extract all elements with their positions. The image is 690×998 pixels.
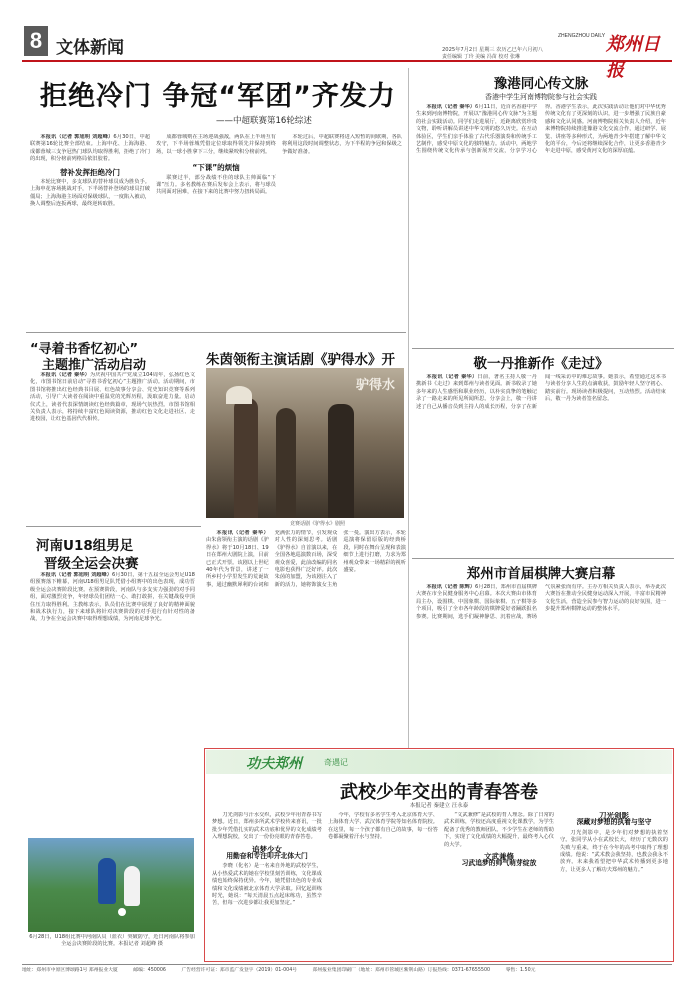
dance-byline: 本报讯（记者 秦华）	[426, 374, 478, 380]
divider-lead	[26, 332, 406, 333]
feature-subhead-1: 追梦少女	[252, 844, 282, 854]
lead-subhead-2: “下课”的烦恼	[192, 163, 240, 173]
editor-line: 责任编辑 丁玲 美编 冯苗 校对 张琳	[442, 54, 520, 60]
lead-text-a: 6月30日，中超联赛第16轮比赛全部结束。上海申花、上海海港、成都蓉城三支争冠热门球队均取得胜利，拒绝了冷门的出现，积分榜前列格局依旧胶着。	[30, 134, 150, 163]
henan-subheadline: 香港中学生河南博物院参与社会实践	[485, 93, 597, 101]
feature-subhead-2: 用勤奋和专注叩开北体大门	[226, 852, 308, 861]
drama-photo-caption: 竞赛话剧《驴得水》剧照	[290, 521, 346, 527]
lead-text-e: 本轮过后，中超联赛将进入短暂的间歇期，各队将利用这段时间调整状态，为下半程的争冠和保级之争做好准备。	[282, 134, 402, 155]
footer-address: 地址：郑州市中原区博颂路1号 郑州报业大厦	[22, 968, 118, 973]
u18-headline-2: 晋级全运会决赛	[44, 556, 139, 572]
henan-body	[416, 104, 666, 344]
player-figure	[98, 858, 116, 904]
lead-column-2	[156, 134, 276, 329]
lead-column-3	[282, 134, 402, 329]
lead-subhead-1: 替补发挥拒绝冷门	[60, 167, 120, 177]
fan-prop	[226, 386, 252, 404]
chess-body	[416, 584, 666, 744]
stage-figure	[276, 408, 296, 518]
drama-body	[206, 530, 406, 744]
date-line: 2025年7月2日 星期三 农历乙巳年六月初八	[442, 47, 543, 53]
feature-subhead-6: 深藏对梦想的执着与坚守	[576, 818, 652, 827]
feature-headline: 武校少年交出的青春答卷	[340, 782, 538, 803]
chess-text: 6月28日，郑州市首届棋牌大赛在市全民健身服务中心启幕。本次大赛由市体育局主办，设围棋、中国象棋、国际象棋、五子棋等多个项目，吸引了全市各年龄段的棋牌爱好者踊跃报名参赛。比赛期间，选手们凝神静思、沉着应战，赛场气氛紧张而有序。主办方相关负责人表示，举办此次大赛旨在推动全民健身运动深入开展，丰富市民精神文化生活，营造全民参与智力运动的良好氛围，进一步提升郑州棋牌运动的整体水平。	[416, 584, 666, 620]
lead-text-b: 本轮比赛中，多支球队的替补球员成为胜负手。上海申花客场挑战对手，下半场替补登场的球员打破僵局；上海海港主场面对保级球队，一度陷入被动，换人调整后连扳两球，最终逆转取胜。	[30, 179, 150, 208]
divider-dance	[412, 558, 674, 559]
paper-name-logo: 郑州日报	[606, 34, 660, 81]
memory-headline: “寻着书香忆初心”	[30, 342, 139, 357]
chess-headline: 郑州市首届棋牌大赛启幕	[466, 566, 616, 582]
footer-price: 零售：1.50元	[505, 968, 536, 973]
paper-pinyin: ZHENGZHOU DAILY	[558, 33, 606, 39]
memory-body	[30, 372, 195, 522]
dance-headline: 敬一丹推新作《走过》	[473, 356, 609, 372]
feature-text-b: 李晓（化名）是一名来自外地的武校学生，从小热爱武术的她在学校里刻苦训练，文化课成绩也始终保持优异。今年，她凭借出色的专业成绩和文化成绩被北京体育大学录取。回忆起训练时光，她说：“每天清晨五点起床练功，虽然辛苦，但每一次进步都让我更加坚定。”	[212, 863, 322, 907]
divider-henan	[412, 348, 674, 349]
player-figure	[124, 866, 140, 906]
drama-byline: 本报讯（记者 秦华）	[216, 530, 269, 536]
u18-photo	[28, 838, 194, 932]
feature-column-3	[444, 812, 554, 958]
memory-headline-2: 主题推广活动启动	[42, 358, 147, 373]
dance-body	[416, 374, 666, 554]
feature-text-d: 今年，学校有多名学生考入北京体育大学、上海体育大学、武汉体育学院等知名体育院校。在这里，每一个孩子都有自己的故事，每一份答卷都凝聚着汗水与坚持。	[328, 812, 438, 841]
feature-banner	[206, 750, 672, 774]
lead-column-1	[30, 134, 150, 329]
page-number: 8	[24, 26, 48, 56]
stage-figure	[234, 398, 258, 518]
feature-banner-title: 功夫郑州	[246, 756, 302, 772]
feature-column-2	[328, 812, 438, 958]
feature-column-4	[560, 812, 668, 958]
feature-text-e: 刀光剑影中，是少年们对梦想的执着坚守。张同学从小在武校长大，经历了无数次的失败与重来，终于在今年的高考中取得了理想成绩。他说：“武术教会我坚持，也教会我永不放弃。未来我希望把中华武术传播到更多地方，让更多人了解功夫郑州的魅力。”	[560, 829, 668, 873]
memory-byline: 本报讯（记者 秦华）	[40, 372, 90, 378]
feature-subhead-5: 刀光剑影	[599, 812, 629, 820]
lead-text-c: 成都蓉城则在主场迎战强敌，两队在上半场互有攻守，下半场蓉城凭借定位球取得领先并保持到终场，以一球小胜拿下三分，继续紧咬积分榜前列。	[156, 134, 276, 155]
footer	[22, 964, 672, 976]
feature-column-1	[212, 812, 322, 958]
lead-subheadline: ——中超联赛第16轮综述	[216, 116, 312, 126]
henan-text: 6月11日，近百名香港中学生来到河南博物院，开展以“豫港同心传文脉”为主题的社会实践活动。同学们走进展厅，近距离欣赏珍贵文物，聆听讲解员讲述中华文明的悠久历史。在互动体验区，学生们亲手体验了古代乐器演奏和传统手工艺制作，感受中原文化的独特魅力。活动中，两地学生围绕传统文化传承与创新展开交流，分享学习心得。香港学生表示，此次实践活动让他们对中华优秀传统文化有了更深刻的认识，进一步增强了民族自豪感和文化认同感。河南博物院相关负责人介绍，近年来博物院持续推进豫港文化交流合作，通过研学、展览、讲座等多种形式，为两地青少年搭建了解中华文化的平台，今后还将继续深化合作，让更多香港青少年走进中原，感受黄河文化的深厚底蕴。	[416, 104, 666, 155]
stage-figure	[328, 404, 354, 518]
footer-postcode: 邮编：450006	[133, 968, 166, 973]
footer-ad-license: 广告经营许可证：郑市监广发登字（2019）01-004号	[181, 968, 298, 973]
column-divider	[408, 68, 409, 748]
u18-headline: 河南U18组男足	[36, 538, 134, 554]
section-title: 文体新闻	[56, 38, 124, 58]
lead-byline: 本报讯（记者 郭旭明 刘超峰）	[40, 134, 114, 140]
henan-headline: 豫港同心传文脉	[493, 76, 589, 92]
chess-byline: 本报讯（记者 陈辉）	[426, 584, 476, 590]
u18-photo-caption: 6月28日，U18组比赛中河南队员（蓝衣）突破防守，近日河南队将参加全运会决赛阶段的比赛。本报记者 刘超峰 摄	[29, 934, 195, 948]
u18-body	[30, 572, 195, 834]
u18-byline: 本报讯（记者 郭旭明 刘超峰）	[40, 572, 112, 578]
dance-text: 日前，著名主持人敬一丹携新书《走过》来到郑州与读者见面。新书收录了她多年来的人生感悟和职业经历，以朴实真挚的笔触记录了一路走来的所见所闻所思。分享会上，敬一丹讲述了自己从播音员到主持人的成长历程，分享了在新闻一线采访中的难忘故事。她表示，希望通过这本书与读者分享人生的点滴收获，鼓励年轻人坚守初心、踏实前行。现场读者积极提问，互动热烈。活动结束后，敬一丹为读者签名留念。	[416, 374, 666, 410]
henan-byline: 本报讯（记者 秦华）	[426, 104, 476, 110]
lead-text-d: 联赛过半，部分战绩不佳的球队主帅面临“下课”压力。多名教练在赛后发布会上表示，将与球员共同面对困难，在接下来的比赛中努力扭转局面。	[156, 174, 276, 196]
feature-text-c: “文武兼修”是武校的育人理念。除了日常的武术训练，学校还高度重视文化课教学，为学生配备了优秀的教师团队。不少学生在老师的帮助下，实现了文化成绩的大幅提升，最终考入心仪的大学。	[444, 812, 554, 848]
feature-text-a: 刀光剑影与汗水交织，武校少年用青春书写梦想。近日，郑州多所武术学校传来喜讯，一批批少年凭借扎实的武术功底和优异的文化成绩考入理想院校，交出了一份份亮眼的青春答卷。	[212, 812, 322, 841]
drama-headline: 朱茵领衔主演话剧《驴得水》开	[206, 352, 395, 368]
drama-photo-title: 驴得水	[356, 378, 396, 393]
footer-print: 郑州报业集团印刷厂（地址：郑州市管城区紫荆山路）订报热线：0371-67655500	[312, 968, 491, 973]
soccer-ball-icon	[118, 908, 126, 916]
feature-byline: 本报记者 秦建立 汪永泰	[409, 803, 469, 809]
feature-banner-sub: 奇遇记	[324, 758, 348, 767]
memory-text: 为庆祝中国共产党成立104周年，弘扬红色文化，市图书馆日前启动“寻着书香忆初心”主题推广活动。活动期间，市图书馆将推出红色经典书目展、红色故事分享会、党史知识竞赛等系列活动，引导广大读者在阅读中重温党的光辉历程，汲取奋进力量。启动仪式上，读者代表深情朗读红色经典篇章，现场气氛热烈。市图书馆相关负责人表示，将持续丰富红色阅读资源，推动红色文化走进社区、走进校园，让红色基因代代相传。	[30, 372, 195, 423]
u18-text: 6月30日，第十五届全运会男足U18组预赛落下帷幕，河南U18组男足队凭借小组赛中的出色表现，成功晋级全运会决赛阶段比赛。在预赛阶段，河南队与多支实力强劲的对手同组，面对激烈竞争，年轻球员们团结一心、敢打敢拼，在关键战役中顶住压力取得胜利。主教练表示，队员们在比赛中展现了良好的精神面貌和战术执行力，接下来球队将针对决赛阶段的对手进行有针对性的备战，力争在全运会决赛中取得理想成绩，为河南足球争光。	[30, 572, 195, 623]
drama-text: 由朱茵领衔主演的话剧《驴得水》将于10月18日、19日在郑州大剧院上演，目前已正式开票。该剧以上世纪40年代为背景，讲述了一所乡村小学里发生的荒诞故事，通过幽默犀利的台词和充满张力的情节，引发观众对人性的深刻思考。话剧《驴得水》自首演以来，在全国各地巡演数百场，深受观众喜爱，此前改编的同名电影也获得广泛好评。此次朱茵的加盟，为该剧注入了新的活力，她将饰演女主角张一曼。演出方表示，本轮巡演将保留原版的经典桥段，同时在舞台呈现和表演细节上进行打磨，力求为郑州观众带来一场精彩的视听盛宴。	[206, 530, 406, 588]
masthead	[22, 26, 672, 81]
feature-subhead-4: 习武追梦的帅气萌芽绽放	[461, 859, 537, 868]
divider-memory	[26, 526, 201, 527]
feature-subhead-3: 文武兼修	[484, 852, 514, 862]
drama-photo	[206, 368, 404, 518]
lead-headline: 拒绝冷门 争冠“军团”齐发力	[40, 81, 396, 112]
